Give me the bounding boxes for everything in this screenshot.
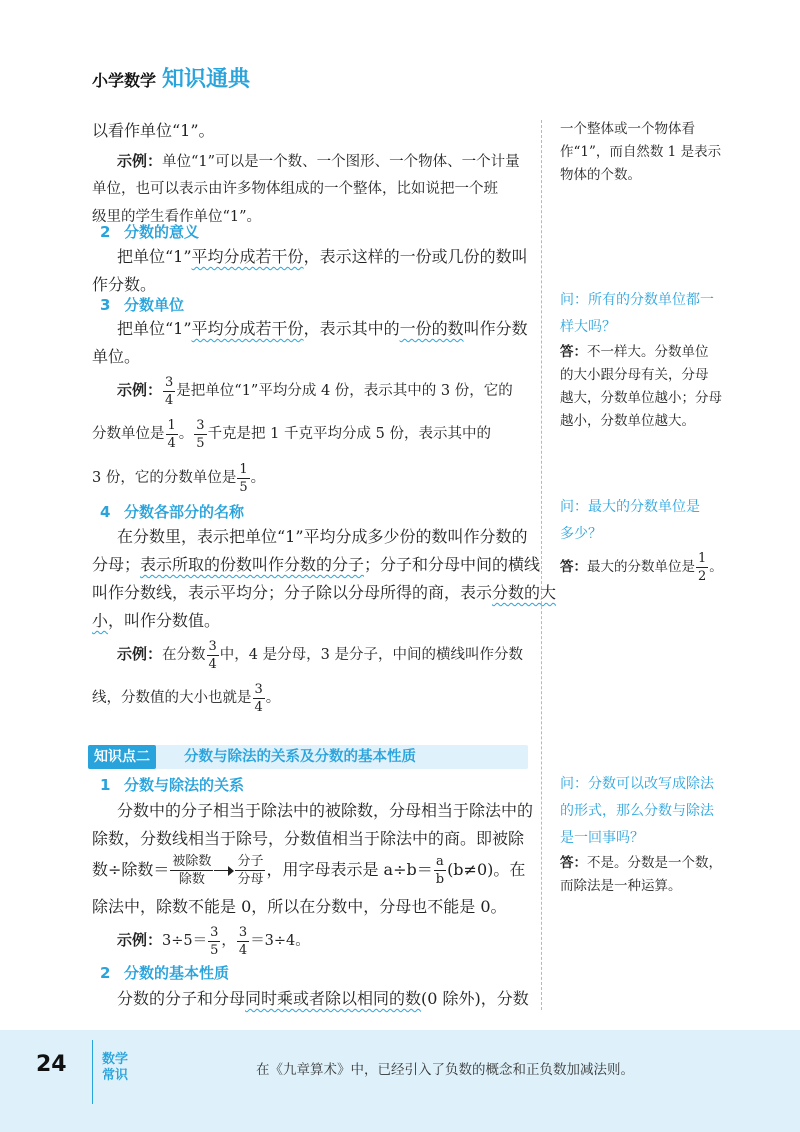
- example-1-line3: 级里的学生看作单位“1”。: [92, 209, 262, 225]
- emphasis: 表示所取的份数叫作分数的分子: [140, 555, 365, 574]
- footer-fact: 在《九章算术》中，已经引入了负数的概念和正负数加减法则。: [256, 1062, 634, 1078]
- section-heading: 3 分数单位: [100, 296, 185, 314]
- page-header: [92, 62, 250, 93]
- question: 多少？: [560, 526, 602, 542]
- example-1-line2: 单位，也可以表示由许多物体组成的一个整体，比如说把一个班: [92, 181, 498, 197]
- side-note-top: 一个整体或一个物体看 作“1”，而自然数 1 是表示 物体的个数。: [560, 121, 722, 183]
- text-line: 以看作单位“1”。: [92, 121, 215, 140]
- fraction: $\frac{1}{4}$: [167, 417, 176, 451]
- arrow-icon: [214, 866, 234, 876]
- footer-label: 数学 常识: [102, 1052, 129, 1083]
- emphasis: 同时乘或者除以相同的数: [245, 989, 422, 1008]
- emphasis: 平均分成若干份: [191, 247, 304, 266]
- paragraph-line: 分数中的分子相当于除法中的被除数，分母相当于除法中的: [117, 801, 534, 820]
- example-4: 示例：3÷5＝ $\frac{3}{5}$ ， $\frac{3}{4}$ ＝3÷4。: [117, 924, 310, 958]
- column-divider: [541, 120, 542, 1010]
- paragraph-line: 分数的分子和分母同时乘或者除以相同的数(0 除外)，分数: [117, 989, 529, 1008]
- example-2-line2: 分数单位是 $\frac{1}{4}$ 。 $\frac{3}{5}$ 千克是把 1 千克平均分成 5 份，表示其中的: [92, 417, 491, 451]
- paragraph-line: 分母；表示所取的份数叫作分数的分子；分子和分母中间的横线: [92, 555, 541, 574]
- example-1: 示例：单位“1”可以是一个数、一个图形、一个物体、一个计量: [117, 152, 520, 170]
- fraction: $\frac{\text{分子}}{\text{分母}}$: [237, 854, 264, 887]
- example-label: 示例：: [117, 381, 163, 399]
- question: 问：分数可以改写成除法: [560, 776, 714, 792]
- example-label: 示例：: [117, 152, 163, 170]
- fraction: $\frac{3}{4}$: [238, 924, 248, 958]
- answer: 答：不是。分数是一个数，: [560, 855, 722, 871]
- example-2-line3: 3 份，它的分数单位是 $\frac{1}{5}$ 。: [92, 461, 266, 495]
- fraction: $\frac{3}{5}$: [210, 924, 219, 958]
- side-qa-2: [560, 494, 730, 583]
- paragraph-line: 小，叫作分数值。: [92, 611, 221, 630]
- example-label: 示例：: [117, 931, 163, 949]
- paragraph-line: 除数，分数线相当于除号，分数值相当于除法中的商。即被除: [92, 829, 525, 848]
- fraction: $\frac{1}{2}$: [698, 551, 707, 584]
- paragraph-line: 在分数里，表示把单位“1”平均分成多少份的数叫作分数的: [117, 527, 528, 546]
- side-qa-3: 问：分数可以改写成除法 的形式，那么分数与除法 是一回事吗？ 答：不是。分数是一个数， 而除法是一种运算。: [560, 771, 730, 898]
- example-label: 示例：: [117, 645, 163, 663]
- knowledge-point-title: 分数与除法的关系及分数的基本性质: [184, 749, 416, 765]
- fraction: $\frac{a}{b}$: [435, 854, 445, 887]
- fraction: $\frac{1}{5}$: [239, 461, 248, 495]
- knowledge-point-tag: 知识点二: [88, 745, 156, 769]
- paragraph-line: 叫作分数线，表示平均分；分子除以分母所得的商，表示分数的大: [92, 583, 557, 602]
- section-heading: 2 分数的基本性质: [100, 964, 230, 982]
- answer: 答：不一样大。分数单位: [560, 344, 709, 360]
- page-number: 24: [36, 1052, 67, 1077]
- section-heading: 1 分数与除法的关系: [100, 776, 245, 794]
- side-qa-1: 问：所有的分数单位都一 样大吗？ 答：不一样大。分数单位 的大小跟分母有关，分母 越大，分数单位越小；分母 越小，分数单位越大。: [560, 287, 730, 433]
- book-title: 知识通典: [162, 67, 251, 92]
- paragraph-line: 单位。: [92, 347, 141, 366]
- example-2: 示例： $\frac{3}{4}$ 是把单位“1”平均分成 4 份，表示其中的 3 份，它的: [117, 374, 513, 408]
- paragraph-line: 把单位“1”平均分成若干份，表示其中的一份的数叫作分数: [117, 319, 528, 338]
- emphasis: 分数的大: [492, 583, 557, 602]
- example-3: 示例：在分数 $\frac{3}{4}$ 中，4 是分母，3 是分子，中间的横线叫作分数: [117, 638, 523, 672]
- fraction: $\frac{\text{被除数}}{\text{除数}}$: [172, 854, 212, 887]
- series-name: 小学数学: [92, 71, 157, 90]
- paragraph-line: 除法中，除数不能是 0，所以在分数中，分母也不能是 0。: [92, 897, 507, 916]
- question: 问：最大的分数单位是: [560, 499, 700, 515]
- question: 样大吗？: [560, 319, 616, 335]
- question: 的形式，那么分数与除法: [560, 803, 714, 819]
- example-3-line2: 线，分数值的大小也就是 $\frac{3}{4}$ 。: [92, 681, 281, 715]
- answer: 答：最大的分数单位是 $\frac{1}{2}$ 。: [560, 551, 723, 584]
- question: 问：所有的分数单位都一: [560, 292, 714, 308]
- paragraph-line: 把单位“1”平均分成若干份，表示这样的一份或几份的数叫: [117, 247, 528, 266]
- fraction: $\frac{3}{4}$: [165, 374, 174, 408]
- question: 是一回事吗？: [560, 830, 644, 846]
- formula-line: 数÷除数＝ $\frac{\text{被除数}}{\text{除数}}$ $\frac{\text{分子}}{\text{分母}}$ ，用字母表示是 a÷b＝ $\frac{a}{b}$ (b≠0)。在: [92, 854, 526, 887]
- fraction: $\frac{3}{5}$: [196, 417, 205, 451]
- section-heading: 2 分数的意义: [100, 223, 200, 241]
- fraction: $\frac{3}{4}$: [254, 681, 263, 715]
- footer-divider: [92, 1040, 93, 1104]
- fraction: $\frac{3}{4}$: [208, 638, 217, 672]
- knowledge-point-banner: [88, 745, 528, 769]
- emphasis: 小: [92, 611, 109, 630]
- paragraph-line: 作分数。: [92, 275, 157, 294]
- emphasis: 一份的数: [399, 319, 464, 338]
- section-heading: 4 分数各部分的名称: [100, 503, 245, 521]
- emphasis: 平均分成若干份: [191, 319, 304, 338]
